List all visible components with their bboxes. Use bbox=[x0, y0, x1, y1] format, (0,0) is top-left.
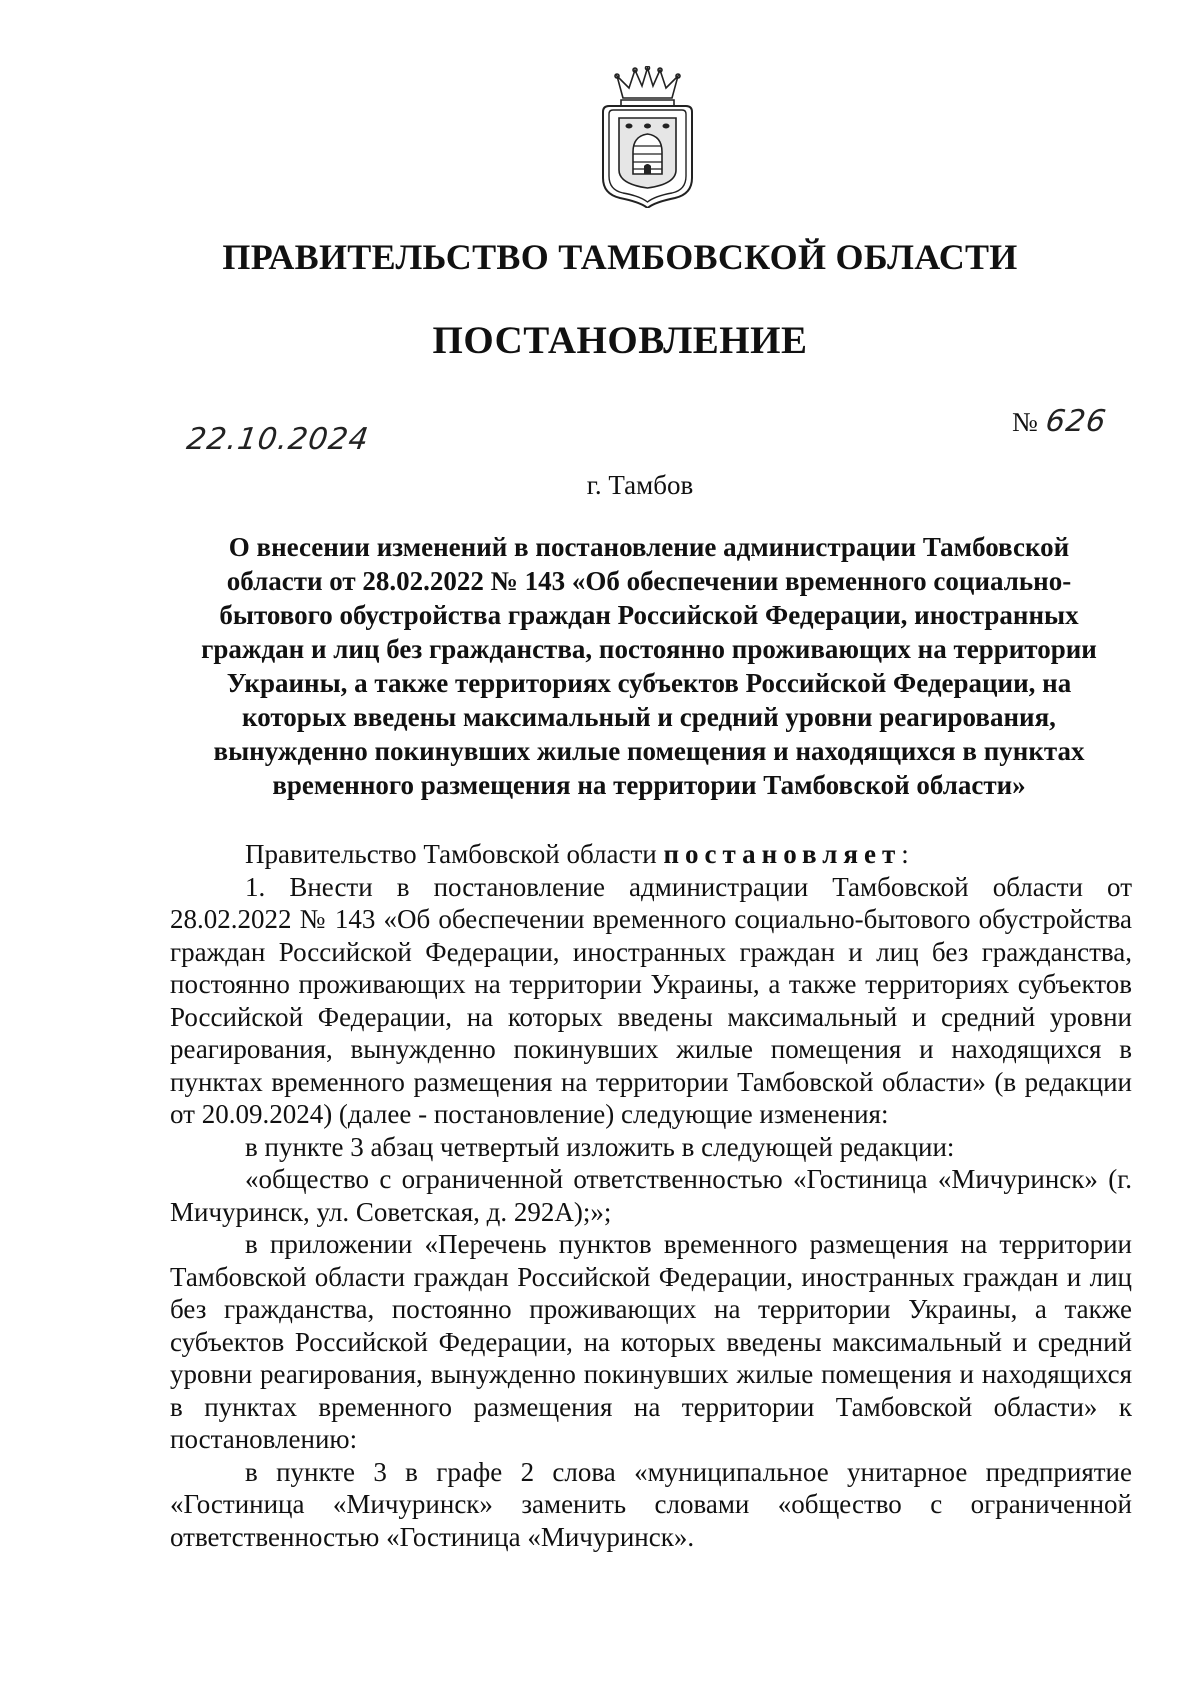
document-number bbox=[1012, 404, 1109, 439]
item-1-paragraph: 1. Внести в постановление администрации Тамбовской области от 28.02.2022 № 143 «Об обеспечении временного социально-бытового обустройства граждан Российской Федерации, иностранных граждан и лиц без гражданства, постоянно проживающих на территории Украины, а также территориях субъектов Российской Федерации, на которых введены максимальный и средний уровни реагирования, вынужденно покинувших жилые помещения и находящихся в пунктах временного размещения на территории Тамбовской области» (в редакции от 20.09.2024) (далее - постановление) следующие изменения: bbox=[170, 871, 1132, 1129]
paragraph-3: «общество с ограниченной ответственностью «Гостиница «Мичуринск» (г. Мичуринск, ул. Советская, д. 292А);»; bbox=[170, 1164, 1132, 1227]
number-sign-label: № bbox=[1012, 407, 1038, 437]
handwritten-date: 22.10.2024 bbox=[184, 422, 372, 457]
document-subject: О внесении изменений в постановление администрации Тамбовской области от 28.02.2022 № 143 «Об обеспечении временного социально-бытового обустройства граждан Российской Федерации, иностранных граждан и лиц без гражданства, постоянно проживающих на территории Украины, а также территориях субъектов Российской Федерации, на которых введены максимальный и средний уровни реагирования, вынужденно покинувших жилые помещения и находящихся в пунктах временного размещения на территории Тамбовской области» bbox=[201, 532, 1097, 800]
preamble-text: Правительство Тамбовской области bbox=[245, 839, 664, 869]
preamble-colon: : bbox=[901, 839, 909, 869]
paragraph-4: в приложении «Перечень пунктов временного размещения на территории Тамбовской области граждан Российской Федерации, иностранных граждан и лиц без гражданства, постоянно проживающих на территории Украины, а также субъектов Российской Федерации, на которых введены максимальный и средний уровни реагирования, вынужденно покинувших жилые помещения и находящихся в пунктах временного размещения на территории Тамбовской области» к постановлению: bbox=[170, 1229, 1132, 1454]
preamble-paragraph bbox=[170, 838, 1132, 871]
city-line: г. Тамбов bbox=[586, 470, 694, 500]
organization-title: ПРАВИТЕЛЬСТВО ТАМБОВСКОЙ ОБЛАСТИ bbox=[222, 237, 1018, 277]
document-type-title: ПОСТАНОВЛЕНИЕ bbox=[432, 319, 808, 362]
coat-of-arms-emblem bbox=[595, 66, 700, 208]
paragraph-2: в пункте 3 абзац четвертый изложить в следующей редакции: bbox=[245, 1131, 955, 1162]
preamble-verb: постановляет bbox=[663, 839, 902, 869]
handwritten-number: 626 bbox=[1043, 404, 1109, 439]
paragraph-5: в пункте 3 в графе 2 слова «муниципальное унитарное предприятие «Гостиница «Мичуринск» заменить словами «общество с ограниченной ответственностью «Гостиница «Мичуринск». bbox=[170, 1456, 1132, 1552]
document-body bbox=[170, 838, 1132, 1553]
